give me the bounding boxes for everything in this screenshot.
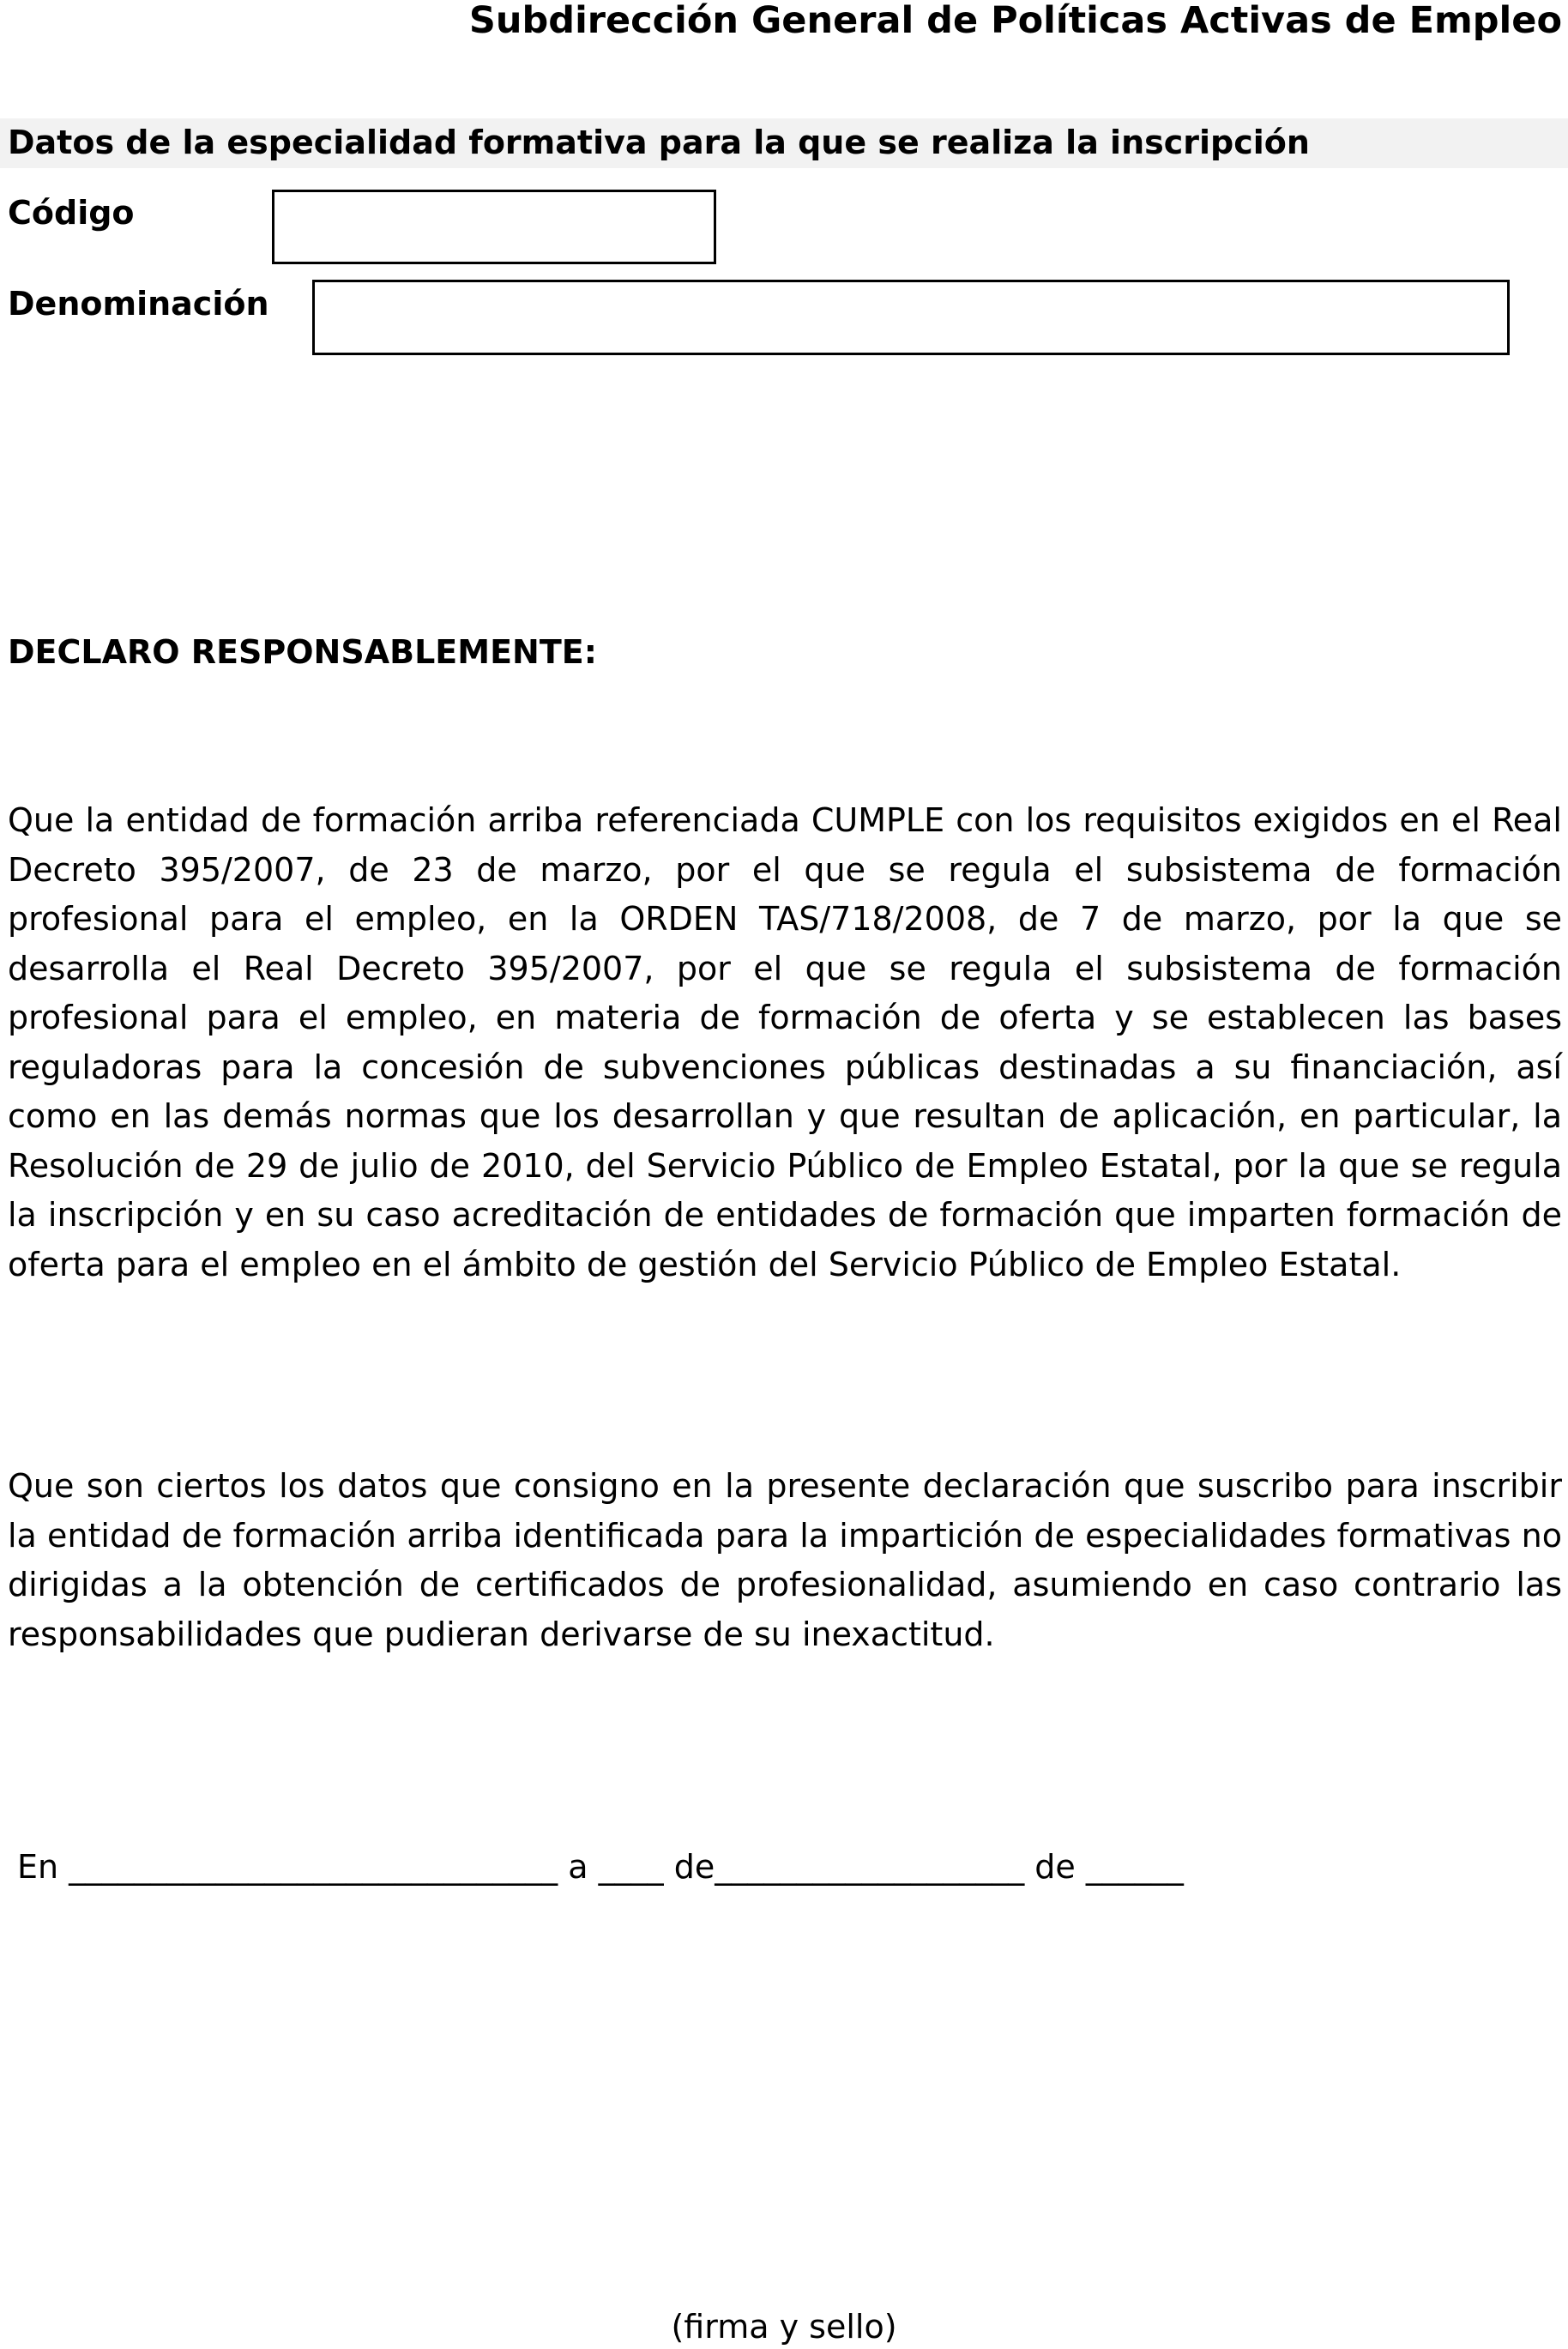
denominacion-label: Denominación [8,285,269,323]
codigo-input[interactable] [272,190,716,264]
denominacion-input[interactable] [312,280,1510,355]
page-header-title: Subdirección General de Políticas Activas de Empleo [468,0,1562,42]
section-title: Datos de la especialidad formativa para la que se realiza la inscripción [8,124,1310,161]
signature-label: (firma y sello) [671,2308,897,2346]
declaration-paragraph-1: Que la entidad de formación arriba referenciada CUMPLE con los requisitos exigidos en el Real Decreto 395/2007, de 23 de marzo, por el que se regula el subsistema de formación profesional para el empleo, en la ORDEN TAS/718/2008, de 7 de marzo, por la que se desarrolla el Real Decreto 395/2007, por el que se regula el subsistema de formación profesional para el empleo, en materia de formación de oferta y se establecen las bases reguladoras para la concesión de subvenciones públicas destinadas a su financiación, así como en las demás normas que los desarrollan y que resultan de aplicación, en particular, la Resolución de 29 de julio de 2010, del Servicio Público de Empleo Estatal, por la que se regula la inscripción y en su caso acreditación de entidades de formación que imparten formación de oferta para el empleo en el ámbito de gestión del Servicio Público de Empleo Estatal. [8,801,1562,1283]
declaration-heading: DECLARO RESPONSABLEMENTE: [8,633,597,671]
codigo-label: Código [8,194,135,232]
place-date-line: En ______________________________ a ____ de___________________ de ______ [17,1848,1184,1886]
declaration-paragraph-2: Que son ciertos los datos que consigno en la presente declaración que suscribo para inscribir la entidad de formación arriba identificada para la impartición de especialidades formativas no dirigidas a la obtención de certificados de profesionalidad, asumiendo en caso contrario las responsabilidades que pudieran derivarse de su inexactitud. [8,1467,1562,1653]
